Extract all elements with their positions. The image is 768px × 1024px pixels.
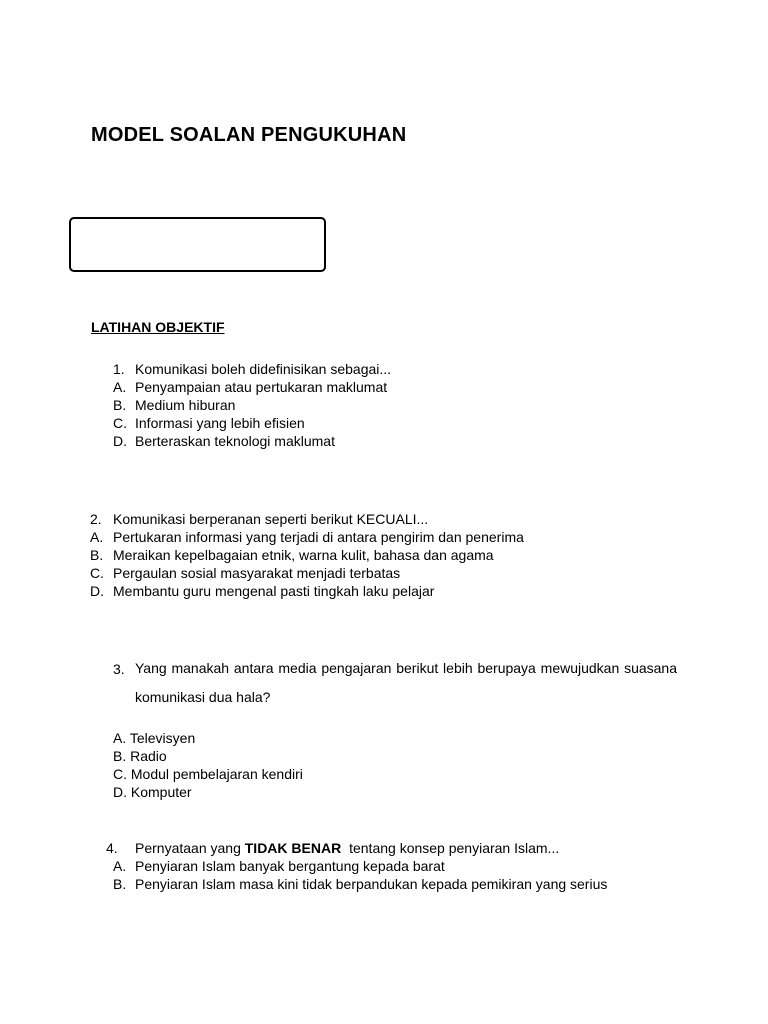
question-4 bbox=[106, 839, 607, 893]
question-stem bbox=[106, 839, 607, 857]
question-number: 1. bbox=[113, 361, 125, 377]
blank-name-box bbox=[69, 217, 326, 272]
question-text-emphasis: TIDAK BENAR bbox=[244, 840, 342, 856]
option-c bbox=[113, 414, 391, 432]
question-number: 4. bbox=[106, 840, 118, 856]
option-letter: A. bbox=[113, 379, 127, 395]
option-text: Informasi yang lebih efisien bbox=[135, 415, 305, 431]
option-letter: D. bbox=[113, 433, 127, 449]
option-b bbox=[113, 396, 391, 414]
option-letter: B. bbox=[113, 876, 127, 892]
question-number: 2. bbox=[90, 511, 102, 527]
question-2 bbox=[90, 510, 524, 600]
option-d bbox=[113, 432, 391, 450]
option-letter: B. bbox=[113, 397, 127, 413]
question-stem bbox=[90, 510, 524, 528]
option-c bbox=[113, 765, 677, 783]
section-heading: LATIHAN OBJEKTIF bbox=[91, 319, 225, 335]
question-stem bbox=[113, 360, 391, 378]
option-c bbox=[90, 564, 524, 582]
option-letter: C. bbox=[113, 415, 127, 431]
option-letter: A. bbox=[90, 529, 104, 545]
option-text: D. Komputer bbox=[113, 784, 192, 800]
option-a bbox=[90, 528, 524, 546]
option-a bbox=[113, 729, 677, 747]
document-title: MODEL SOALAN PENGUKUHAN bbox=[91, 124, 407, 146]
option-letter: C. bbox=[90, 565, 104, 581]
option-text: Penyampaian atau pertukaran maklumat bbox=[135, 379, 388, 395]
question-text: Komunikasi boleh didefinisikan sebagai... bbox=[135, 361, 392, 377]
option-letter: A. bbox=[113, 858, 127, 874]
option-text: Pergaulan sosial masyarakat menjadi terbatas bbox=[113, 565, 401, 581]
option-text: Meraikan kepelbagaian etnik, warna kulit, bahasa dan agama bbox=[113, 547, 494, 563]
option-b bbox=[113, 747, 677, 765]
option-text: C. Modul pembelajaran kendiri bbox=[113, 766, 303, 782]
question-number: 3. bbox=[113, 661, 125, 677]
option-b bbox=[106, 875, 607, 893]
option-text: B. Radio bbox=[113, 748, 167, 764]
option-text: Penyiaran Islam masa kini tidak berpandukan kepada pemikiran yang serius bbox=[135, 876, 608, 892]
option-b bbox=[90, 546, 524, 564]
question-text-before: Pernyataan yang bbox=[135, 840, 241, 856]
question-text: Yang manakah antara media pengajaran berikut lebih berupaya mewujudkan suasana komunikasi dua hala? bbox=[135, 660, 677, 705]
option-d bbox=[90, 582, 524, 600]
option-text: Membantu guru mengenal pasti tingkah laku pelajar bbox=[113, 583, 435, 599]
option-text: Pertukaran informasi yang terjadi di antara pengirim dan penerima bbox=[113, 529, 524, 545]
option-letter: B. bbox=[90, 547, 104, 563]
option-d bbox=[113, 783, 677, 801]
question-text: Komunikasi berperanan seperti berikut KECUALI... bbox=[113, 511, 429, 527]
option-a bbox=[113, 378, 391, 396]
question-3 bbox=[113, 660, 677, 801]
question-stem bbox=[113, 660, 677, 712]
option-a bbox=[106, 857, 607, 875]
question-text-after: tentang konsep penyiaran Islam... bbox=[349, 840, 560, 856]
option-text: Berteraskan teknologi maklumat bbox=[135, 433, 335, 449]
option-text: Medium hiburan bbox=[135, 397, 236, 413]
question-1 bbox=[113, 360, 391, 450]
option-text: A. Televisyen bbox=[113, 730, 196, 746]
option-letter: D. bbox=[90, 583, 104, 599]
option-text: Penyiaran Islam banyak bergantung kepada barat bbox=[135, 858, 445, 874]
option-list bbox=[113, 729, 677, 801]
